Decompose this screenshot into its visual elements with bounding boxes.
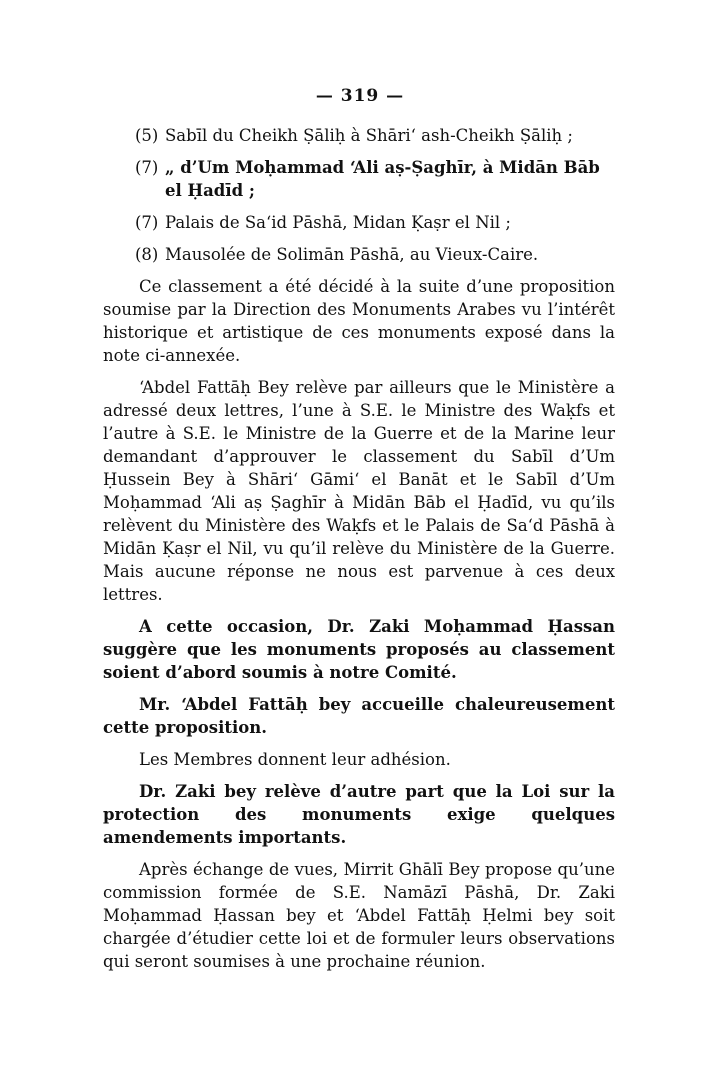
page-number: — 319 — — [315, 86, 405, 106]
paragraph: Ce classement a été décidé à la suite d’une proposition soumise par la Direction des Monuments Arabes vu l’intérêt historique et artistique de ces monuments exposé dans la note ci-annexée. — [103, 277, 615, 365]
paragraph: Après échange de vues, Mirrit Ghālī Bey propose qu’une commission formée de S.E. Namāzī Pāshā, Dr. Zaki Moḥammad Ḥassan bey et ‘Abdel Fattāḥ Ḥelmi bey soit chargée d’étudier cette loi et de formuler leurs observations qui seront soumises à une prochaine réunion. — [103, 860, 615, 971]
list-item-text: Mausolée de Solimān Pāshā, au Vieux-Caire. — [165, 245, 539, 264]
list-item-text: Sabīl du Cheikh Ṣāliḥ à Shāri‘ ash-Cheikh Ṣāliḥ ; — [165, 126, 573, 145]
list-item — [103, 211, 615, 234]
paragraph: Dr. Zaki bey relève d’autre part que la Loi sur la protection des monuments exige quelques amendements importants. — [103, 782, 615, 847]
paragraph: A cette occasion, Dr. Zaki Moḥammad Ḥassan suggère que les monuments proposés au classement soient d’abord soumis à notre Comité. — [103, 617, 615, 682]
list-item-text: „ d’Um Moḥammad ‘Ali aṣ-Ṣaghīr, à Midān Bāb el Ḥadīd ; — [165, 158, 600, 200]
list-item-text: Palais de Sa‘id Pāshā, Midan Ḳaṣr el Nil ; — [165, 213, 511, 232]
paragraph: ‘Abdel Fattāḥ Bey relève par ailleurs que le Ministère a adressé deux lettres, l’une à S.E. le Ministre des Waḳfs et l’autre à S.E. le Ministre de la Guerre et de la Marine leur demandant d’approuver le classement du Sabīl d’Um Ḥussein Bey à Shāri‘ Gāmi‘ el Banāt et le Sabīl d’Um Moḥammad ‘Ali aṣ Ṣaghīr à Midān Bāb el Ḥadīd, vu qu’ils relèvent du Ministère des Waḳfs et le Palais de Sa‘d Pāshā à Midān Ḳaṣr el Nil, vu qu’il relève du Ministère de la Guerre. Mais aucune réponse ne nous est parvenue à ces deux lettres. — [103, 378, 615, 604]
page-body — [103, 124, 615, 982]
list-item — [103, 243, 615, 266]
paragraph: Les Membres donnent leur adhésion. — [139, 750, 451, 769]
paragraph: Mr. ‘Abdel Fattāḥ bey accueille chaleureusement cette proposition. — [103, 695, 615, 737]
list-marker: (7) — [135, 158, 159, 177]
list-marker: (8) — [135, 245, 159, 264]
list-item — [103, 156, 615, 202]
list-marker: (5) — [135, 126, 159, 145]
list-marker: (7) — [135, 213, 159, 232]
list-item — [103, 124, 615, 147]
